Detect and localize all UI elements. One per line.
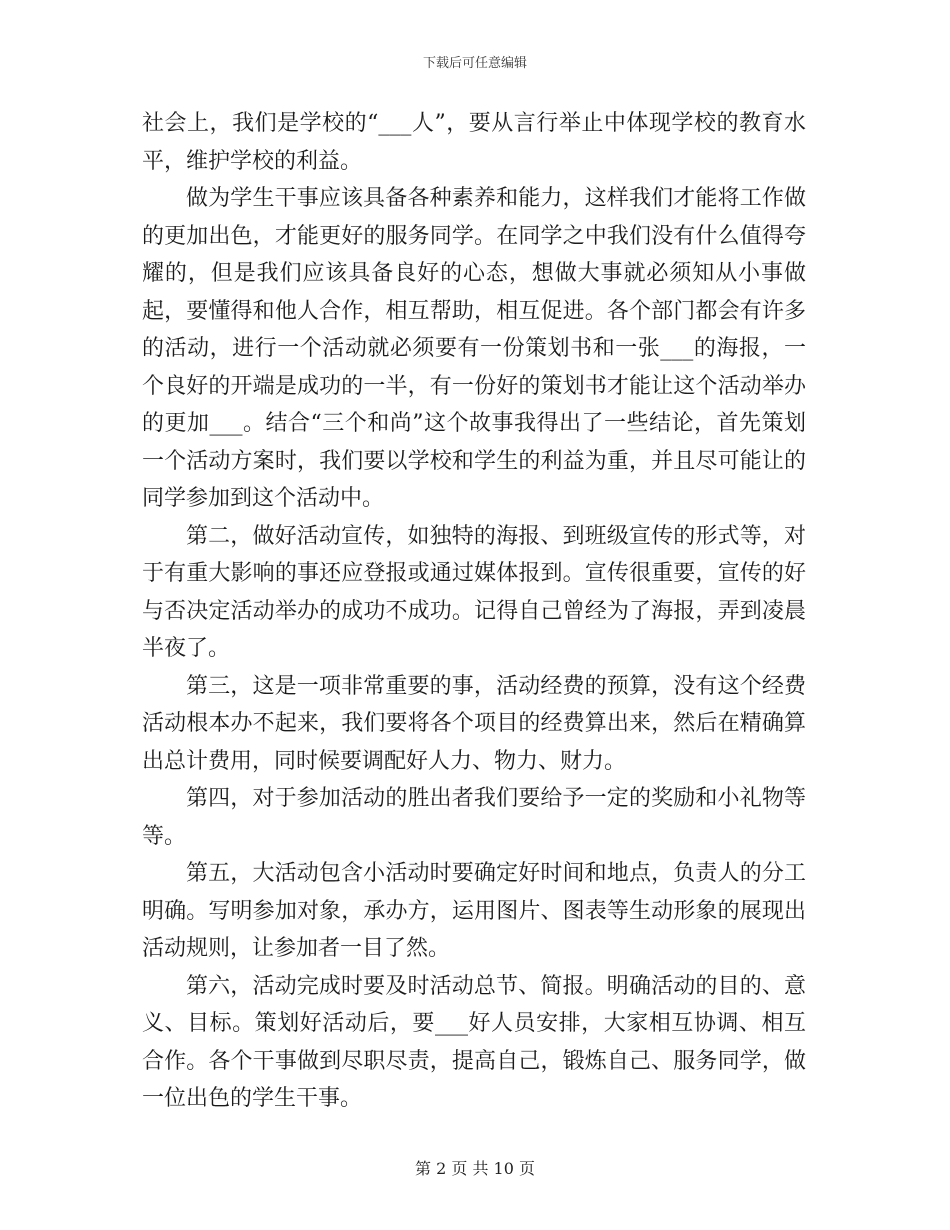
- paragraph-1: 社会上，我们是学校的“___人”，要从言行举止中体现学校的教育水平，维护学校的利益。: [142, 111, 806, 174]
- paragraph-6: 第五，大活动包含小活动时要确定好时间和地点，负责人的分工明确。写明参加对象，承办方，运用图片、图表等生动形象的展现出活动规则，让参加者一目了然。: [142, 861, 806, 961]
- paragraph-5: 第四，对于参加活动的胜出者我们要给予一定的奖励和小礼物等等。: [142, 786, 806, 849]
- page-header: 下载后可任意编辑: [422, 56, 527, 71]
- document-body: [142, 105, 806, 1118]
- paragraph-7: 第六，活动完成时要及时活动总节、简报。明确活动的目的、意义、目标。策划好活动后，要___好人员安排，大家相互协调、相互合作。各个干事做到尽职尽责，提高自己，锻炼自己、服务同学，做一位出色的学生干事。: [142, 973, 806, 1111]
- paragraph-3: 第二，做好活动宣传，如独特的海报、到班级宣传的形式等，对于有重大影响的事还应登报或通过媒体报到。宣传很重要，宣传的好与否决定活动举办的成功不成功。记得自己曾经为了海报，弄到凌晨半夜了。: [142, 523, 806, 661]
- paragraph-2: 做为学生干事应该具备各种素养和能力，这样我们才能将工作做的更加出色，才能更好的服务同学。在同学之中我们没有什么值得夸耀的，但是我们应该具备良好的心态，想做大事就必须知从小事做起，要懂得和他人合作，相互帮助，相互促进。各个部门都会有许多的活动，进行一个活动就必须要有一份策划书和一张___的海报，一个良好的开端是成功的一半，有一份好的策划书才能让这个活动举办的更加___。结合“三个和尚”这个故事我得出了一些结论，首先策划一个活动方案时，我们要以学校和学生的利益为重，并且尽可能让的同学参加到这个活动中。: [142, 186, 806, 511]
- page-footer: 第 2 页 共 10 页: [415, 1159, 535, 1178]
- paragraph-4: 第三，这是一项非常重要的事，活动经费的预算，没有这个经费活动根本办不起来，我们要将各个项目的经费算出来，然后在精确算出总计费用，同时候要调配好人力、物力、财力。: [142, 673, 806, 774]
